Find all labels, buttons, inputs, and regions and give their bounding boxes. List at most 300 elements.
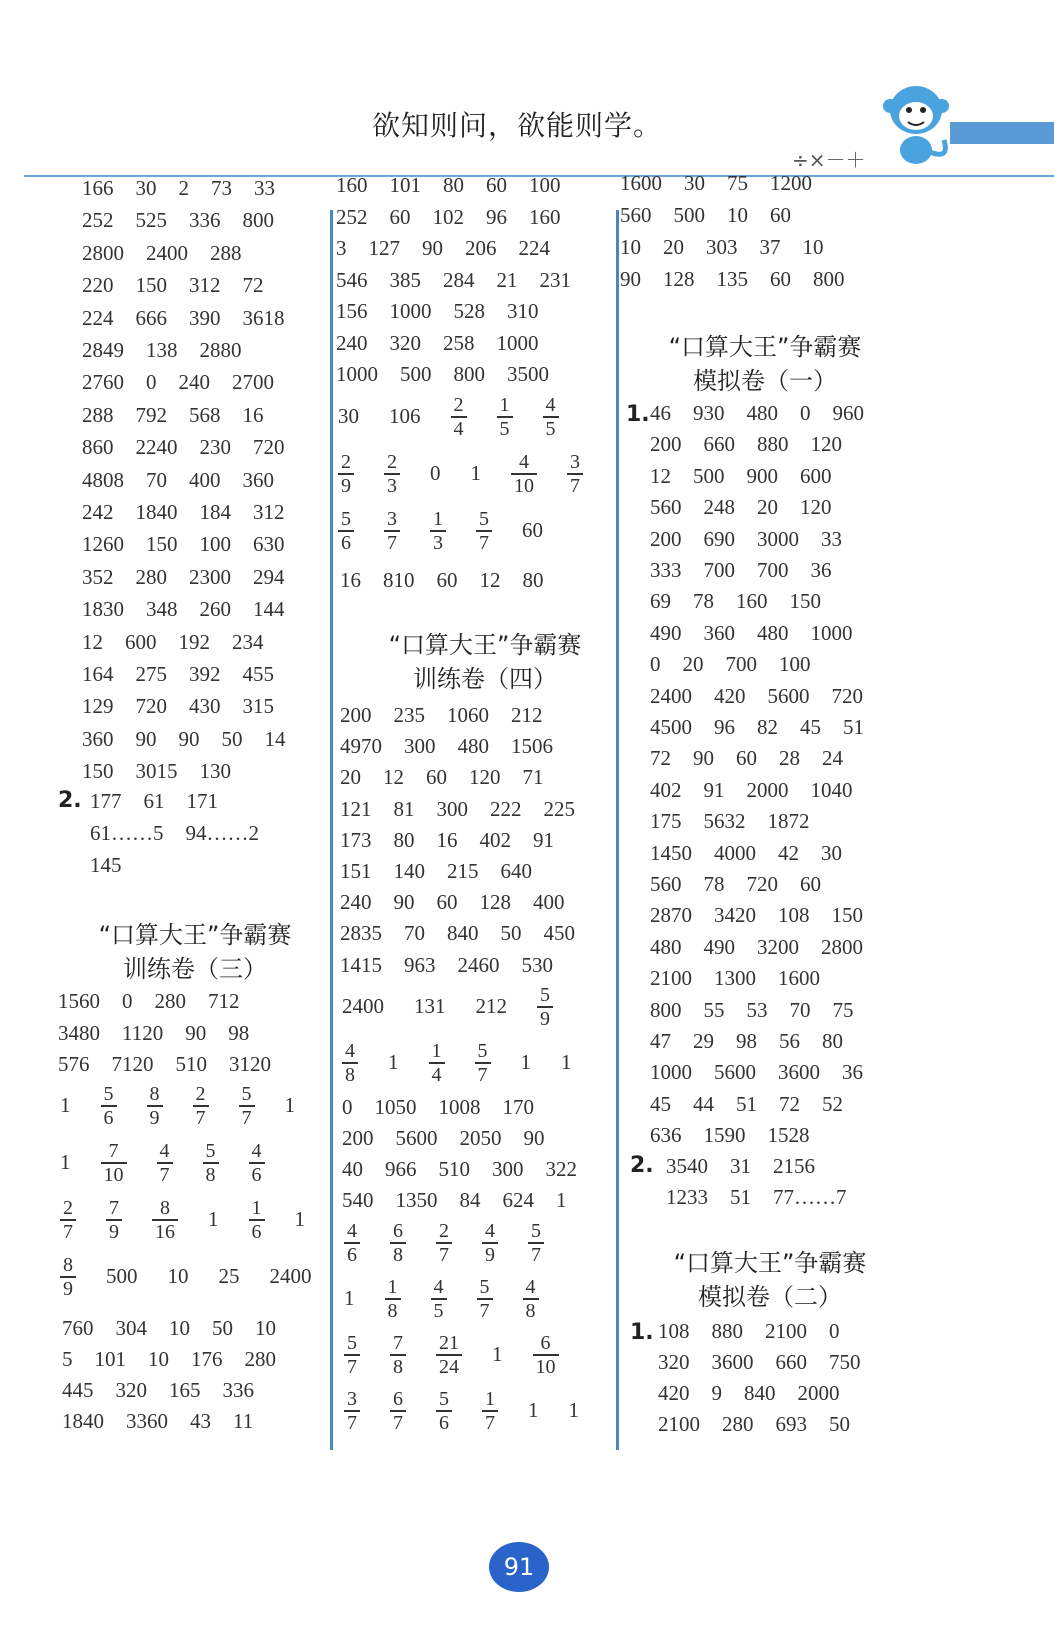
answer-value: 480 — [757, 620, 789, 645]
answer-value: 1000 — [389, 299, 432, 323]
answer-value: 165 — [169, 1378, 201, 1402]
answer-row — [82, 531, 285, 557]
answer-value: 840 — [447, 921, 479, 946]
fraction-denominator: 8 — [345, 1063, 355, 1086]
answer-value: 1600 — [620, 171, 662, 195]
fraction-denominator: 6 — [251, 1220, 262, 1243]
answer-row — [658, 1318, 840, 1344]
answer-value: 212 — [511, 703, 543, 727]
answer-row — [650, 494, 832, 520]
answer-value: 800 — [650, 997, 682, 1022]
answer-value: 75 — [727, 171, 748, 195]
answer-row — [336, 235, 550, 261]
fraction-row — [344, 1276, 539, 1322]
answer-value: 1 — [284, 1093, 295, 1118]
answer-value: 700 — [757, 558, 789, 582]
answer-row — [82, 758, 231, 784]
answer-value: 2156 — [773, 1154, 815, 1178]
answer-value: 135 — [716, 267, 748, 291]
fraction — [523, 1276, 539, 1322]
answer-value: 90 — [422, 236, 443, 260]
answer-value: 160 — [529, 204, 561, 229]
fraction-numerator: 5 — [103, 1083, 114, 1105]
fraction — [249, 1197, 265, 1243]
answer-value: 700 — [725, 652, 757, 677]
answer-value: 3120 — [229, 1052, 271, 1076]
answer-value: 60 — [486, 173, 507, 197]
answer-value: 240 — [340, 890, 372, 915]
answer-value: 12 — [383, 765, 404, 790]
answer-value: 51 — [843, 715, 864, 739]
answer-row — [340, 567, 544, 593]
answer-row — [620, 234, 824, 260]
answer-value: 150 — [831, 903, 863, 928]
answer-value: 52 — [822, 1091, 843, 1116]
answer-value: 0 — [146, 370, 157, 395]
answer-value: 2 — [178, 176, 189, 200]
answer-value: 24 — [822, 746, 843, 771]
answer-row — [650, 1122, 810, 1148]
answer-value: 352 — [82, 564, 114, 589]
answer-row — [658, 1349, 861, 1375]
answer-row — [90, 820, 259, 846]
answer-value: 1830 — [82, 597, 124, 622]
answer-row — [650, 620, 853, 646]
answer-row — [82, 175, 275, 201]
answer-value: 248 — [703, 495, 735, 520]
fraction — [436, 1220, 452, 1266]
fraction-numerator: 5 — [479, 1276, 490, 1298]
answer-value: 530 — [521, 952, 553, 977]
answer-value: 1050 — [374, 1095, 417, 1119]
answer-value: 3600 — [711, 1350, 754, 1374]
fraction-denominator: 10 — [514, 474, 534, 497]
page-number: 91 — [489, 1542, 549, 1592]
section-title — [80, 918, 310, 986]
answer-value: 72 — [242, 273, 264, 298]
fraction-row — [338, 508, 543, 554]
answer-value: 712 — [208, 989, 240, 1013]
answer-value: 171 — [186, 789, 218, 813]
fraction-numerator: 4 — [347, 1220, 357, 1242]
answer-row — [58, 988, 240, 1014]
answer-value: 55 — [703, 997, 725, 1022]
fraction-denominator: 6 — [439, 1411, 449, 1434]
answer-value: 80 — [822, 1029, 843, 1053]
answer-value: 3600 — [778, 1060, 820, 1085]
answer-value: 151 — [340, 859, 372, 883]
answer-row — [650, 902, 863, 928]
answer-value: 0 — [829, 1319, 840, 1343]
answer-value: 78 — [693, 589, 714, 614]
answer-row — [62, 1346, 276, 1372]
fraction — [475, 1040, 491, 1086]
answer-value: 400 — [189, 467, 221, 492]
answer-value: 212 — [475, 994, 507, 1019]
answer-value: 450 — [543, 921, 575, 946]
answer-value: 61 — [143, 789, 165, 813]
answer-value: 1600 — [778, 966, 820, 991]
fraction-numerator: 8 — [160, 1197, 170, 1219]
answer-value: 69 — [650, 589, 671, 614]
answer-value: 128 — [663, 267, 695, 291]
answer-value: 91 — [533, 827, 554, 852]
answer-value: 445 — [62, 1378, 94, 1402]
fraction-numerator: 1 — [431, 1040, 442, 1062]
answer-value: 50 — [829, 1412, 850, 1436]
answer-row — [336, 330, 539, 356]
fraction-denominator: 9 — [63, 1277, 73, 1300]
answer-value: 1415 — [340, 952, 382, 977]
answer-value: 720 — [253, 435, 285, 460]
section-subtitle: 训练卷（三） — [123, 955, 267, 983]
answer-row — [82, 402, 264, 428]
answer-value: 100 — [779, 652, 811, 677]
answer-value: 231 — [539, 267, 571, 292]
answer-value: 156 — [336, 299, 368, 323]
answer-value: 206 — [465, 236, 497, 260]
answer-value: 3000 — [757, 526, 799, 551]
answer-value: 98 — [228, 1020, 250, 1045]
answer-value: 33 — [821, 526, 842, 551]
answer-value: 2880 — [199, 338, 242, 362]
answer-value: 72 — [779, 1091, 800, 1116]
answer-value: 160 — [736, 589, 768, 614]
answer-value: 720 — [831, 683, 863, 708]
answer-value: 2760 — [82, 370, 124, 395]
fraction — [342, 1040, 358, 1086]
answer-value: 258 — [443, 330, 475, 355]
answer-row — [340, 920, 575, 946]
answer-value: 1233 — [666, 1185, 708, 1209]
answer-value: 120 — [800, 495, 832, 520]
answer-row — [342, 1156, 577, 1182]
answer-value: 121 — [340, 796, 372, 821]
answer-value: 145 — [90, 853, 122, 877]
answer-value: 170 — [502, 1095, 534, 1119]
answer-value: 7120 — [111, 1052, 154, 1076]
answer-value: 288 — [210, 240, 242, 265]
answer-value: 1 — [294, 1207, 305, 1232]
answer-row — [82, 467, 274, 493]
answer-value: 310 — [507, 299, 539, 323]
answer-row — [340, 952, 553, 978]
fraction-denominator: 7 — [347, 1355, 357, 1378]
answer-row — [90, 788, 218, 814]
answer-value: 5 — [62, 1347, 73, 1371]
answer-value: 3 — [336, 236, 347, 260]
answer-value: 50 — [221, 726, 243, 751]
answer-row — [58, 1051, 271, 1077]
answer-value: 1 — [520, 1050, 531, 1075]
fraction — [152, 1197, 178, 1243]
answer-row — [342, 1094, 534, 1120]
answer-row — [82, 240, 242, 266]
answer-row — [658, 1380, 840, 1406]
answer-value: 720 — [746, 872, 778, 896]
answer-row — [650, 683, 863, 709]
fraction-row — [60, 1083, 295, 1129]
answer-value: 1560 — [58, 989, 100, 1013]
answer-row — [650, 557, 832, 583]
question-number: 1. — [626, 402, 650, 427]
answer-value: 90 — [693, 746, 714, 771]
answer-value: 3618 — [242, 305, 285, 330]
fraction — [385, 1276, 401, 1322]
section-title-line: “口算大王”争霸赛 — [673, 1249, 867, 1277]
column-divider-1 — [330, 210, 333, 1450]
answer-value: 294 — [253, 564, 285, 589]
section-title-line: “口算大王”争霸赛 — [388, 631, 582, 659]
answer-value: 200 — [650, 432, 682, 457]
answer-value: 2849 — [82, 338, 124, 362]
answer-value: 5632 — [703, 809, 746, 834]
answer-value: 73 — [211, 176, 232, 200]
fraction-numerator: 4 — [433, 1276, 444, 1298]
answer-value: 140 — [393, 859, 425, 883]
fraction-denominator: 7 — [439, 1243, 449, 1266]
answer-row — [650, 777, 853, 803]
fraction — [431, 1276, 447, 1322]
answer-value: 2400 — [650, 683, 692, 708]
answer-value: 43 — [190, 1409, 211, 1433]
fraction — [497, 394, 513, 440]
answer-value: 280 — [135, 564, 167, 589]
answer-row — [650, 840, 842, 866]
fraction-numerator: 2 — [439, 1220, 449, 1242]
fraction — [482, 1220, 498, 1266]
answer-value: 0 — [800, 401, 811, 425]
answer-value: 2000 — [797, 1381, 840, 1405]
answer-value: 1000 — [336, 362, 378, 386]
fraction-numerator: 6 — [393, 1388, 403, 1410]
answer-value: 2400 — [342, 994, 384, 1019]
answer-value: 120 — [810, 432, 842, 457]
answer-value: 53 — [746, 997, 768, 1022]
answer-row — [650, 965, 820, 991]
answer-row — [650, 400, 864, 426]
fraction-denominator: 7 — [195, 1106, 206, 1129]
fraction-numerator: 1 — [485, 1388, 495, 1410]
fraction-denominator: 7 — [570, 474, 580, 497]
answer-value: 20 — [663, 235, 684, 259]
fraction-row — [60, 1197, 305, 1243]
fraction-denominator: 8 — [387, 1299, 398, 1322]
answer-value: 51 — [736, 1091, 757, 1116]
answer-value: 16 — [436, 827, 458, 852]
fraction-numerator: 3 — [387, 508, 397, 530]
answer-value: 33 — [254, 176, 275, 200]
answer-row — [62, 1315, 276, 1341]
fraction-numerator: 2 — [453, 394, 464, 416]
answer-value: 20 — [682, 652, 704, 677]
answer-value: 960 — [832, 401, 864, 425]
answer-row — [82, 499, 285, 525]
fraction — [477, 1276, 493, 1322]
answer-row — [340, 827, 554, 853]
answer-value: 402 — [650, 777, 682, 802]
answer-value: 880 — [757, 432, 789, 457]
section-subtitle: 训练卷（四） — [413, 665, 557, 693]
answer-row — [650, 1091, 843, 1117]
answer-value: 315 — [242, 694, 274, 719]
answer-value: 81 — [393, 796, 415, 821]
answer-value: 1 — [470, 461, 481, 486]
answer-value: 760 — [62, 1316, 94, 1340]
answer-value: 61……5 — [90, 821, 164, 845]
answer-row — [82, 305, 285, 331]
answer-value: 14 — [264, 726, 286, 751]
fraction-numerator: 5 — [241, 1083, 252, 1105]
answer-row — [666, 1184, 847, 1210]
answer-value: 10 — [148, 1347, 169, 1371]
answer-value: 144 — [253, 597, 285, 622]
answer-row — [340, 796, 575, 822]
answer-value: 80 — [443, 173, 464, 197]
answer-value: 560 — [650, 495, 682, 520]
fraction-denominator: 9 — [540, 1007, 550, 1030]
fraction-denominator: 7 — [393, 1411, 403, 1434]
fraction-numerator: 1 — [387, 1276, 398, 1298]
fraction-denominator: 8 — [393, 1355, 403, 1378]
answer-value: 9 — [711, 1381, 722, 1405]
answer-value: 660 — [703, 432, 735, 457]
fraction-denominator: 7 — [479, 1299, 490, 1322]
answer-value: 11 — [233, 1409, 254, 1433]
fraction-row — [344, 1220, 544, 1266]
monkey-mascot-icon — [872, 70, 956, 170]
fraction-denominator: 10 — [535, 1355, 556, 1378]
answer-row — [342, 1125, 545, 1151]
answer-value: 90 — [135, 726, 157, 751]
answer-value: 90 — [620, 267, 641, 291]
fraction-numerator: 2 — [63, 1197, 73, 1219]
fraction-denominator: 5 — [545, 417, 556, 440]
fraction-denominator: 8 — [525, 1299, 536, 1322]
answer-value: 2835 — [340, 921, 382, 946]
answer-value: 2100 — [650, 966, 692, 991]
answer-row — [620, 170, 812, 196]
answer-row — [336, 172, 561, 198]
answer-value: 91 — [703, 777, 725, 802]
fraction-numerator: 4 — [525, 1276, 536, 1298]
answer-value: 234 — [232, 629, 264, 654]
answer-row — [650, 808, 810, 834]
answer-value: 1200 — [770, 171, 812, 195]
answer-value: 693 — [775, 1412, 807, 1436]
answer-value: 0 — [430, 461, 441, 486]
answer-value: 60 — [389, 204, 411, 229]
answer-value: 750 — [829, 1350, 861, 1374]
answer-value: 500 — [693, 463, 725, 488]
answer-value: 320 — [115, 1378, 147, 1402]
answer-value: 666 — [135, 305, 167, 330]
fraction — [157, 1140, 173, 1186]
fraction — [60, 1254, 76, 1300]
answer-row — [340, 858, 532, 884]
fraction-denominator: 9 — [341, 474, 351, 497]
fraction — [528, 1220, 544, 1266]
answer-value: 235 — [393, 703, 425, 727]
answer-row — [650, 526, 842, 552]
fraction-denominator: 7 — [347, 1411, 357, 1434]
answer-value: 1120 — [122, 1020, 164, 1045]
answer-value: 240 — [178, 370, 210, 395]
fraction-numerator: 5 — [205, 1140, 216, 1162]
answer-value: 60 — [436, 890, 458, 915]
answer-value: 275 — [135, 662, 167, 686]
answer-row — [340, 889, 565, 915]
answer-value: 3420 — [714, 903, 756, 928]
fraction-denominator: 7 — [479, 531, 489, 554]
answer-value: 36 — [842, 1060, 863, 1085]
answer-row — [342, 1187, 567, 1213]
question-number: 1. — [630, 1320, 654, 1345]
answer-value: 1060 — [447, 703, 489, 727]
fraction-numerator: 2 — [195, 1083, 206, 1105]
answer-value: 390 — [189, 305, 221, 330]
answer-value: 0 — [122, 989, 133, 1013]
answer-value: 166 — [82, 176, 114, 200]
fraction-denominator: 7 — [387, 531, 397, 554]
fraction-denominator: 9 — [485, 1243, 495, 1266]
fraction — [390, 1220, 406, 1266]
answer-value: 792 — [135, 402, 167, 427]
answer-value: 1000 — [810, 620, 853, 645]
fraction-denominator: 8 — [205, 1163, 216, 1186]
section-title — [370, 628, 600, 696]
answer-value: 1872 — [767, 809, 810, 834]
fraction — [511, 451, 537, 497]
answer-value: 47 — [650, 1029, 671, 1053]
answer-value: 129 — [82, 694, 114, 719]
answer-value: 70 — [146, 467, 167, 492]
answer-value: 5600 — [767, 683, 810, 708]
answer-row — [658, 1411, 850, 1437]
answer-value: 0 — [342, 1095, 353, 1119]
fraction-denominator: 5 — [499, 417, 510, 440]
answer-value: 336 — [189, 208, 221, 233]
answer-value: 215 — [447, 859, 479, 883]
answer-row — [82, 629, 264, 655]
fraction-denominator: 5 — [433, 1299, 444, 1322]
fraction — [193, 1083, 209, 1129]
answer-value: 60 — [770, 267, 791, 291]
answer-value: 963 — [404, 952, 436, 977]
answer-value: 70 — [789, 997, 811, 1022]
answer-value: 288 — [82, 402, 114, 427]
answer-value: 300 — [492, 1157, 524, 1181]
answer-value: 480 — [746, 401, 778, 425]
answer-value: 252 — [336, 204, 368, 229]
answer-value: 312 — [253, 500, 285, 524]
fraction — [203, 1140, 219, 1186]
answer-value: 630 — [253, 532, 285, 557]
answer-value: 200 — [340, 703, 372, 727]
answer-value: 60 — [800, 872, 821, 896]
fraction-denominator: 8 — [393, 1243, 403, 1266]
answer-row — [82, 207, 274, 233]
answer-value: 1528 — [767, 1123, 810, 1148]
answer-value: 2800 — [82, 240, 124, 265]
answer-value: 3015 — [135, 759, 178, 784]
fraction-numerator: 5 — [540, 984, 550, 1006]
fraction-numerator: 4 — [485, 1220, 495, 1242]
answer-value: 3500 — [507, 362, 549, 386]
answer-value: 322 — [545, 1157, 577, 1181]
answer-value: 10 — [167, 1264, 189, 1289]
answer-value: 0 — [650, 652, 661, 677]
